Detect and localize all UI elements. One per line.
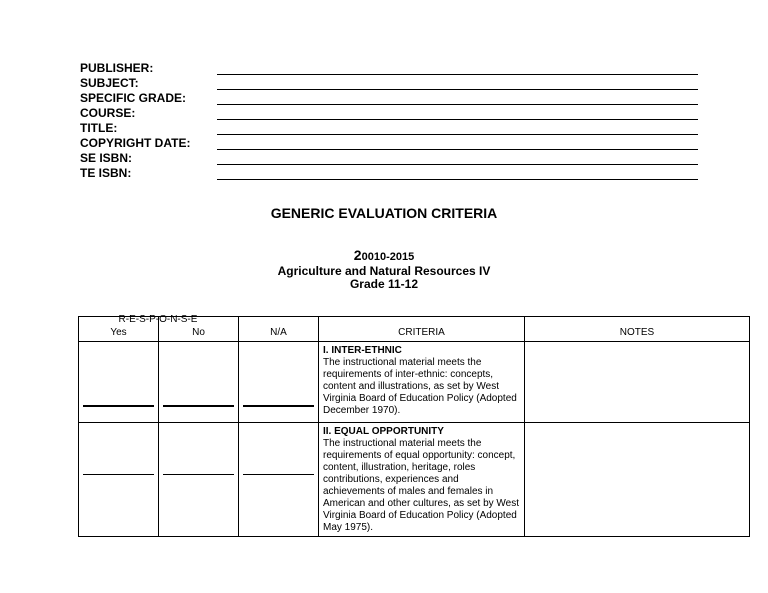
criteria-cell <box>319 342 525 423</box>
subject-field <box>80 76 700 90</box>
years-range <box>0 247 768 265</box>
publisher-field <box>80 61 700 75</box>
copyright-date-line[interactable] <box>217 149 698 150</box>
criteria-header: CRITERIA <box>319 317 525 342</box>
copyright-date-field <box>80 136 700 150</box>
publisher-line[interactable] <box>217 74 698 75</box>
criteria-cell <box>319 423 525 537</box>
notes-header: NOTES <box>525 317 750 342</box>
subject-line[interactable] <box>217 89 698 90</box>
title-line[interactable] <box>217 134 698 135</box>
criteria-heading: I. INTER-ETHNIC <box>323 345 402 356</box>
no-cell[interactable] <box>159 342 239 423</box>
se-isbn-field <box>80 151 700 165</box>
years-first-digit: 2 <box>353 247 362 263</box>
subject-subtitle: Agriculture and Natural Resources IV <box>277 264 491 278</box>
te-isbn-label: TE ISBN: <box>80 166 132 180</box>
title-label: TITLE: <box>80 121 118 135</box>
te-isbn-field <box>80 166 700 180</box>
na-cell[interactable] <box>239 423 319 537</box>
notes-cell[interactable] <box>525 342 750 423</box>
yes-header: Yes <box>79 317 159 342</box>
grade-subtitle: Grade 11-12 <box>349 277 419 291</box>
subject-label: SUBJECT: <box>80 76 139 90</box>
response-label: R-E-S-P-O-N-S-E <box>118 314 198 325</box>
criteria-heading: II. EQUAL OPPORTUNITY <box>323 426 444 437</box>
course-field <box>80 106 700 120</box>
te-isbn-line[interactable] <box>217 179 698 180</box>
specific-grade-field <box>80 91 700 105</box>
table-row <box>79 342 750 423</box>
yes-cell[interactable] <box>79 342 159 423</box>
criteria-table <box>78 316 750 537</box>
se-isbn-label: SE ISBN: <box>80 151 133 165</box>
notes-cell[interactable] <box>525 423 750 537</box>
course-line[interactable] <box>217 119 698 120</box>
se-isbn-line[interactable] <box>217 164 698 165</box>
criteria-text: The instructional material meets the requirements of inter-ethnic: concepts, content and illustrations, as set by West Virginia Board of Education Policy (Adopted December 1970). <box>323 357 517 416</box>
no-header: No <box>159 317 239 342</box>
no-cell[interactable] <box>159 423 239 537</box>
table-row <box>79 423 750 537</box>
yes-cell[interactable] <box>79 423 159 537</box>
specific-grade-label: SPECIFIC GRADE: <box>80 91 187 105</box>
years-rest: 0010-2015 <box>361 251 415 263</box>
course-label: COURSE: <box>80 106 136 120</box>
criteria-text: The instructional material meets the requirements of equal opportunity: concept, content, illustration, heritage, roles contributions, experiences and achievements of males and females in American and other cultures, as set by West Virginia Board of Education Policy (Adopted May 1975). <box>323 438 520 533</box>
specific-grade-line[interactable] <box>217 104 698 105</box>
na-header: N/A <box>239 317 319 342</box>
title-field <box>80 121 700 135</box>
na-cell[interactable] <box>239 342 319 423</box>
document-title: GENERIC EVALUATION CRITERIA <box>270 205 498 221</box>
copyright-date-label: COPYRIGHT DATE: <box>80 136 191 150</box>
publisher-label: PUBLISHER: <box>80 61 154 75</box>
